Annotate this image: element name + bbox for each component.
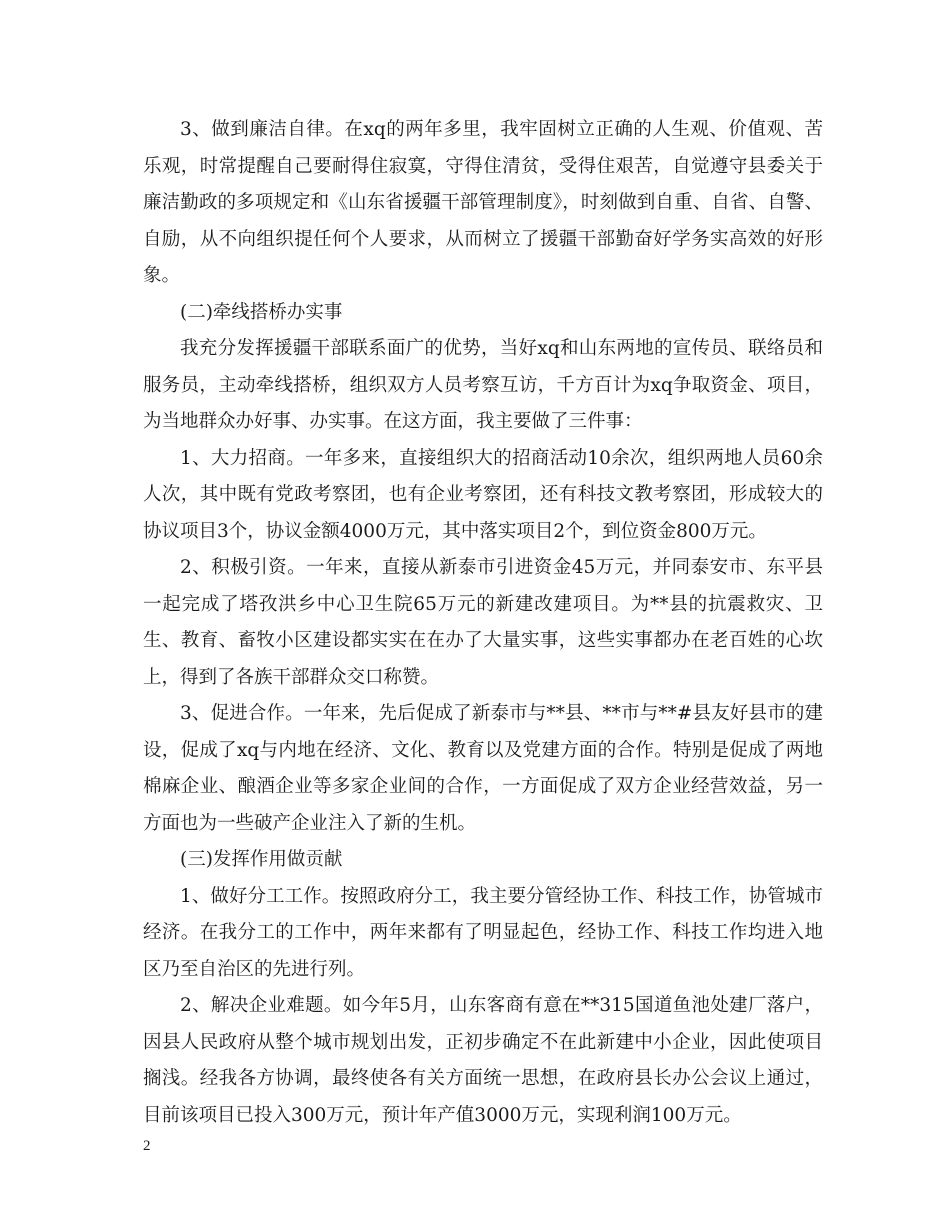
paragraph-cooperation: 3、促进合作。一年来，先后促成了新泰市与**县、**市与**#县友好县市的建设，促成了xq与内地在经济、文化、教育以及党建方面的合作。特别是促成了两地棉麻企业、酿酒企业等多家企业间的合作，一方面促成了双方企业经营效益，另一方面也为一些破产企业注入了新的生机。 bbox=[143, 703, 823, 834]
paragraph-enterprise-problems: 2、解决企业难题。如今年5月，山东客商有意在**315国道鱼池处建厂落户，因县人民政府从整个城市规划出发，正初步确定不在此新建中小企业，因此使项目搁浅。经我各方协调，最终使各有关方面统一思想，在政府县长办公会议上通过，目前该项目已投入300万元，预计年产值3000万元，实现利润100万元。 bbox=[143, 995, 823, 1126]
paragraph-integrity: 3、做到廉洁自律。在xq的两年多里，我牢固树立正确的人生观、价值观、苦乐观，时常提醒自己要耐得住寂寞，守得住清贫，受得住艰苦，自觉遵守县委关于廉洁勤政的多项规定和《山东省援疆干部管理制度》，时刻做到自重、自省、自警、自励，从不向组织提任何个人要求，从而树立了援疆干部勤奋好学务实高效的好形象。 bbox=[143, 119, 823, 286]
document-body bbox=[143, 112, 823, 1134]
section-heading-3: (三)发挥作用做贡献 bbox=[180, 849, 343, 870]
page-number: 2 bbox=[143, 1138, 151, 1154]
paragraph-liaison: 我充分发挥援疆干部联系面广的优势，当好xq和山东两地的宣传员、联络员和服务员，主动牵线搭桥，组织双方人员考察互访，千方百计为xq争取资金、项目，为当地群众办好事、办实事。在这方面，我主要做了三件事： bbox=[143, 338, 823, 432]
section-heading-2: (二)牵线搭桥办实事 bbox=[180, 301, 343, 323]
paragraph-investment-promotion: 1、大力招商。一年多来，直接组织大的招商活动10余次，组织两地人员60余人次，其中既有党政考察团，也有企业考察团，还有科技文教考察团，形成较大的协议项目3个，协议金额4000万元，其中落实项目2个，到位资金800万元。 bbox=[143, 447, 823, 542]
paragraph-division-of-work: 1、做好分工工作。按照政府分工，我主要分管经协工作、科技工作，协管城市经济。在我分工的工作中，两年来都有了明显起色，经协工作、科技工作均进入地区乃至自治区的先进行列。 bbox=[143, 885, 823, 980]
paragraph-fund-introduction: 2、积极引资。一年来，直接从新泰市引进资金45万元，并同泰安市、东平县一起完成了塔孜洪乡中心卫生院65万元的新建改建项目。为**县的抗震救灾、卫生、教育、畜牧小区建设都实实在在办了大量实事，这些实事都办在老百姓的心坎上，得到了各族干部群众交口称赞。 bbox=[143, 557, 823, 688]
